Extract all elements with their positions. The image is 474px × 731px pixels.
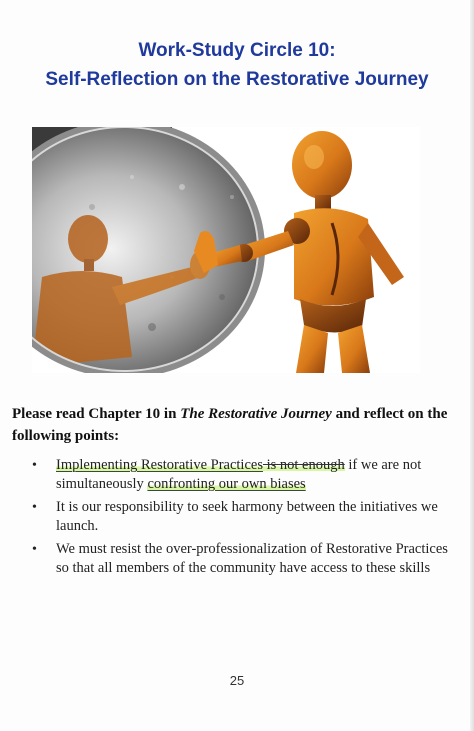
page-title-line-1: Work-Study Circle 10: (138, 40, 336, 61)
page-number: 25 (229, 673, 245, 688)
bullet-text: It is our responsibility to seek harmony between the initiatives we launch. (56, 499, 438, 534)
bullet-text-tail: if we are not simultaneously (56, 457, 422, 492)
reflection-points-list (28, 456, 448, 582)
prompt-text-after: and reflect on the following points: (12, 406, 448, 444)
highlighted-phrase-2: is not enough (262, 457, 345, 473)
list-item (28, 456, 448, 494)
mannequin-mirror-illustration (32, 127, 420, 373)
list-item (28, 498, 448, 536)
highlighted-phrase-1: Implementing Restorative Practices (56, 457, 263, 473)
book-title: The Restorative Journey (180, 406, 332, 422)
prompt-text-before: Please read Chapter 10 in (12, 406, 181, 422)
page-title-line-2: Self-Reflection on the Restorative Journey (45, 69, 429, 90)
bullet-dot-icon: • (32, 458, 37, 473)
scan-edge (470, 0, 474, 731)
highlighted-phrase-3: confronting our own biases (147, 476, 306, 492)
bullet-text: We must resist the over-professionalization of Restorative Practices so that all members of the community have access to these skills (56, 541, 448, 576)
reading-prompt (12, 403, 452, 447)
bullet-dot-icon: • (32, 500, 37, 515)
bullet-dot-icon: • (32, 542, 37, 557)
list-item (28, 540, 448, 578)
